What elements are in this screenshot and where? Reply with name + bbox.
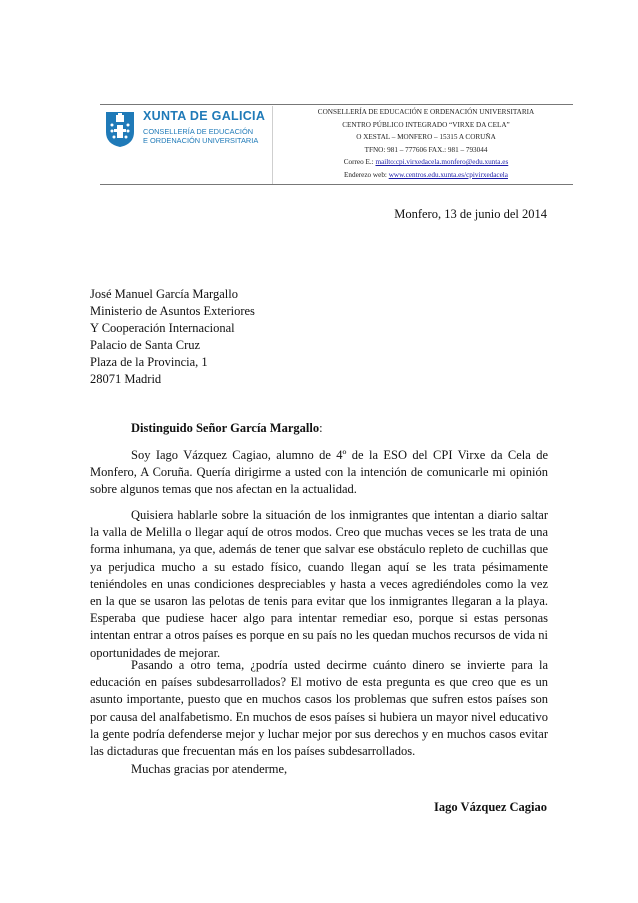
recipient-address [90, 286, 255, 388]
body-paragraph-3: Pasando a otro tema, ¿podría usted decirme cuánto dinero se invierte para la educación en países subdesarrollados? El motivo de esta pregunta es que creo que es un asunto importante, puesto que en muchos casos los problemas que sufren estos países son por causa del analfabetismo. En muchos de esos países si hubiera un mayor nivel educativo la gente podría defenderse mejor y luchar mejor por sus derechos y en muchos casos evitar las dictaduras que frecuentan más en los países subdesarrollados. [90, 658, 548, 759]
logo-department-line2: E ORDENACIÓN UNIVERSITARIA [143, 136, 259, 145]
web-link[interactable]: www.centros.edu.xunta.es/cpivirxedacela [388, 170, 508, 179]
closing-line: Muchas gracias por atenderme, [131, 762, 288, 776]
email-line [275, 156, 577, 169]
recipient-line: Ministerio de Asuntos Exteriores [90, 304, 255, 318]
email-link[interactable]: mailto:cpi.virxedacela.monfero@edu.xunta.es [375, 158, 509, 167]
logo-brand: XUNTA DE GALICIA [143, 109, 266, 123]
letter-date: Monfero, 13 de junio del 2014 [394, 207, 547, 221]
recipient-line: 28071 Madrid [90, 372, 162, 386]
xunta-logo [105, 109, 277, 153]
school-line: CENTRO PÚBLICO INTEGRADO “VIRXE DA CELA” [342, 120, 510, 129]
letterhead [100, 104, 573, 184]
recipient-name: José Manuel García Margallo [90, 287, 238, 301]
phone-line: TFNO: 981 – 777606 FAX.: 981 – 793044 [364, 145, 488, 154]
salutation-name: Distinguido Señor García Margallo [131, 421, 320, 435]
logo-department [143, 127, 258, 145]
logo-department-line1: CONSELLERÍA DE EDUCACIÓN [143, 127, 254, 136]
letterhead-top-rule [100, 104, 573, 105]
web-label: Enderezo web: [344, 170, 389, 179]
galicia-crest-icon [105, 110, 135, 148]
recipient-line: Y Cooperación Internacional [90, 321, 235, 335]
recipient-line: Plaza de la Provincia, 1 [90, 355, 208, 369]
signature: Iago Vázquez Cagiao [434, 800, 547, 814]
salutation [131, 421, 323, 436]
school-info [275, 106, 577, 182]
body-paragraph-2: Quisiera hablarle sobre la situación de los inmigrantes que intentan a diario saltar la valla de Melilla o llegar aquí de otros modos. Creo que muchas veces se les trata de una forma inhumana, ya que, además de tener que salvar ese obstáculo repleto de cuchillas que ya perjudica mucho a su estado físico, cuando llegan aquí se les trata pésimamente teniéndoles en unas condiciones despreciables y hasta a veces agrediéndoles como la vez en la que se usaron las pelotas de tenis para evitar que los inmigrantes llegaran a la playa. Esperaba que pudiese hacer algo para intentar remediar eso, porque si estas personas intentan entrar a otros países es porque en su país no les quedan muchos recursos de vida ni oportunidades de mejorar. [90, 508, 548, 660]
letterhead-bottom-rule [100, 184, 573, 185]
body-paragraph-1: Soy Iago Vázquez Cagiao, alumno de 4º de la ESO del CPI Virxe da Cela de Monfero, A Coruña. Quería dirigirme a usted con la intención de comunicarle mi opinión sobre algunos temas que nos afectan en la actualidad. [90, 448, 548, 497]
email-label: Correo E.: [343, 158, 376, 167]
web-line [275, 169, 577, 182]
ministry-line: CONSELLERÍA DE EDUCACIÓN E ORDENACIÓN UNIVERSITARIA [317, 108, 535, 116]
address-line: O XESTAL – MONFERO – 15315 A CORUÑA [356, 133, 496, 142]
salutation-punct: : [319, 421, 323, 435]
recipient-line: Palacio de Santa Cruz [90, 338, 201, 352]
